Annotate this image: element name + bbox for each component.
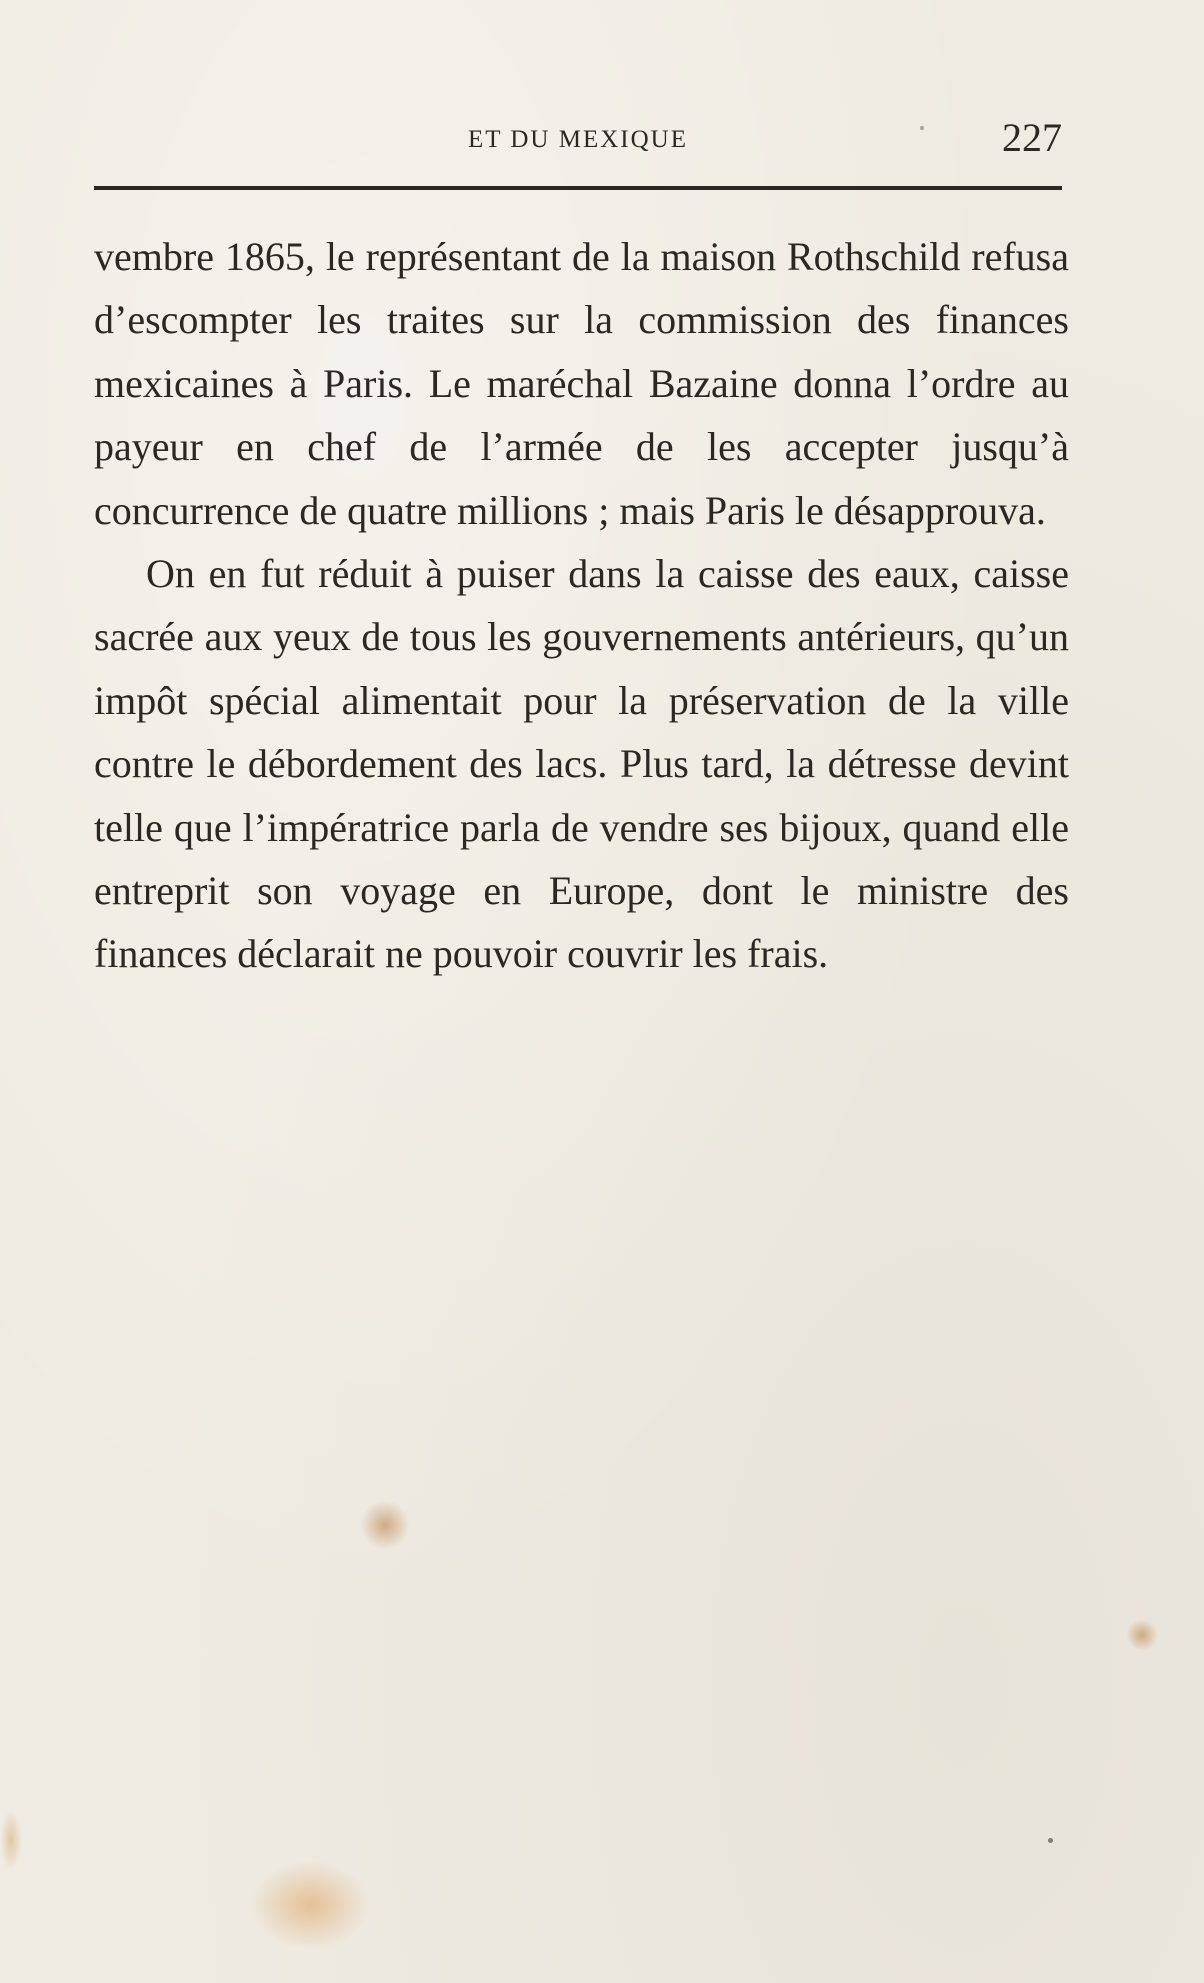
running-head	[94, 112, 1062, 162]
page-number: 227	[1002, 115, 1062, 160]
foxing-spot	[250, 1860, 370, 1950]
paragraph-2: On en fut réduit à puiser dans la caisse des eaux, caisse sacrée aux yeux de tous les gouvernements antérieurs, qu’un impôt spécial alimentait pour la préservation de la ville contre le débordement des lacs. Plus tard, la détresse devint telle que l’impératrice parla de vendre ses bijoux, quand elle entreprit son voyage en Europe, dont le ministre des finances déclarait ne pouvoir couvrir les frais.	[94, 551, 1069, 977]
header-rule	[94, 186, 1062, 190]
foxing-spot	[360, 1500, 410, 1550]
foxing-spot	[1125, 1620, 1159, 1650]
running-title: ET DU MEXIQUE	[468, 126, 688, 153]
ink-speck	[920, 126, 924, 130]
foxing-spot	[0, 1810, 22, 1870]
ink-speck	[1048, 1838, 1053, 1843]
paragraph-1: vembre 1865, le représentant de la maison Rothschild refusa d’escompter les traites sur la commission des finances mexicaines à Paris. Le maréchal Bazaine donna l’ordre au payeur en chef de l’armée de les accepter jusqu’à concurrence de quatre millions ; mais Paris le désapprouva.	[94, 234, 1069, 533]
body-text	[94, 225, 1069, 986]
